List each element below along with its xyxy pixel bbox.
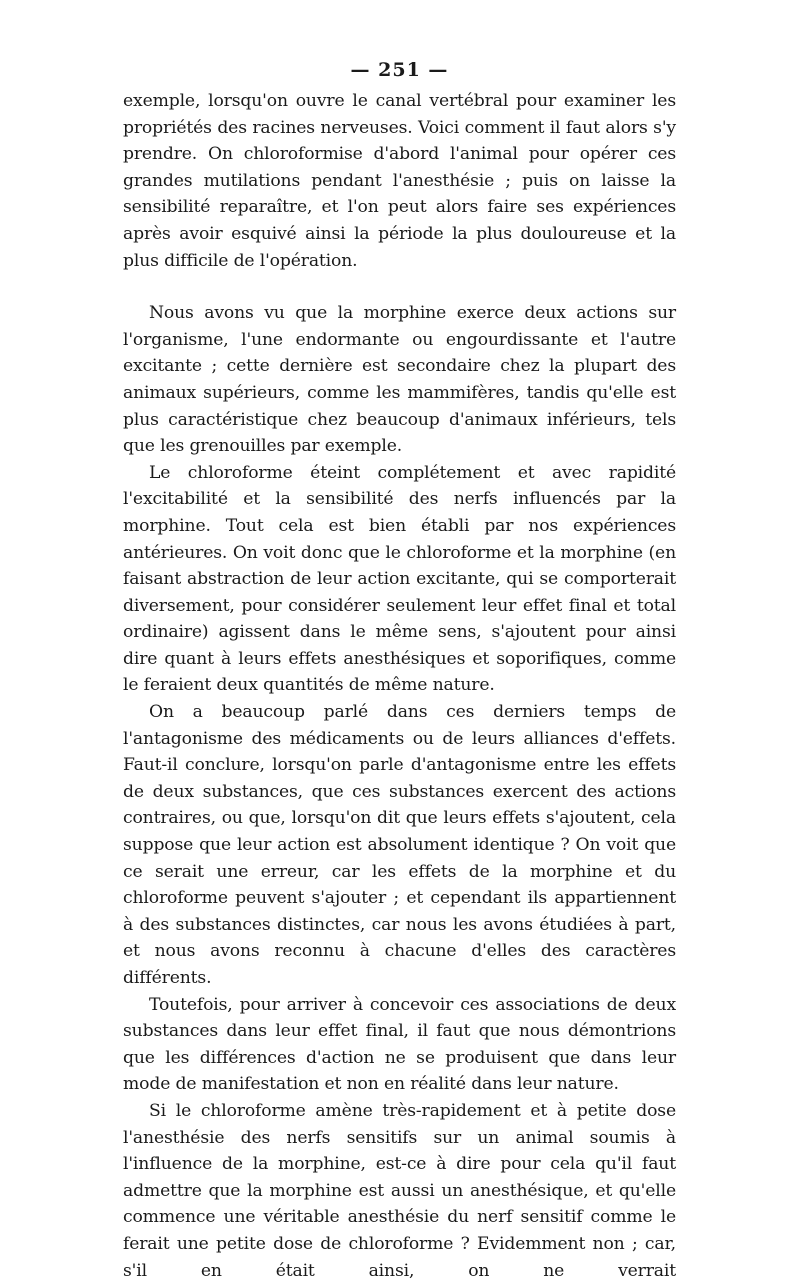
paragraph-6: Si le chloroforme amène très-rapidement et à petite dose l'anesthésie des nerfs sensitifs sur un animal soumis à l'influence de la morphine, est-ce à dire pour cela qu'il faut admettre que la morphine est aussi un anesthésique, et qu'elle commence une véritable anesthésie du nerf sensitif comme le ferait une petite dose de chloroforme ? Evidemment non ; car, s'il en était ainsi, on ne verrait	[123, 1100, 676, 1281]
page-number: — 251 —	[350, 59, 449, 81]
paragraph-2: Nous avons vu que la morphine exerce deux actions sur l'organisme, l'une endormante ou engourdissante et l'autre excitante ; cette dernière est secondaire chez la plupart des animaux supérieurs, comme les mammifères, tandis qu'elle est plus caractéristique chez beaucoup d'animaux inférieurs, tels que les grenouilles par exemple.	[123, 303, 676, 457]
book-page	[123, 52, 676, 1284]
paragraph-1: exemple, lorsqu'on ouvre le canal vertébral pour examiner les propriétés des racines nerveuses. Voici comment il faut alors s'y prendre. On chloroformise d'abord l'animal pour opérer ces grandes mutilations pendant l'anesthésie ; puis on laisse la sensibilité reparaître, et l'on peut alors faire ses expériences après avoir esquivé ainsi la période la plus douloureuse et la plus difficile de l'opération.	[123, 91, 676, 271]
paragraph-4: On a beaucoup parlé dans ces derniers temps de l'antagonisme des médicaments ou de leurs alliances d'effets. Faut-il conclure, lorsqu'on parle d'antagonisme entre les effets de deux substances, que ces substances exercent des actions contraires, ou que, lorsqu'on dit que leurs effets s'ajoutent, cela suppose que leur action est absolument identique ? On voit que ce serait une erreur, car les effets de la morphine et du chloroforme peuvent s'ajouter ; et cependant ils appartiennent à des substances distinctes, car nous les avons étudiées à part, et nous avons reconnu à chacune d'elles des caractères différents.	[123, 702, 676, 988]
paragraph-5: Toutefois, pour arriver à concevoir ces associations de deux substances dans leur effet final, il faut que nous démontrions que les différences d'action ne se produisent que dans leur mode de manifestation et non en réalité dans leur nature.	[123, 994, 676, 1095]
paragraph-3: Le chloroforme éteint complétement et avec rapidité l'excitabilité et la sensibilité des nerfs influencés par la morphine. Tout cela est bien établi par nos expériences antérieures. On voit donc que le chloroforme et la morphine (en faisant abstraction de leur action excitante, qui se comporterait diversement, pour considérer seulement leur effet final et total ordinaire) agissent dans le même sens, s'ajoutent pour ainsi dire quant à leurs effets anesthésiques et soporifiques, comme le feraient deux quantités de même nature.	[123, 462, 676, 696]
